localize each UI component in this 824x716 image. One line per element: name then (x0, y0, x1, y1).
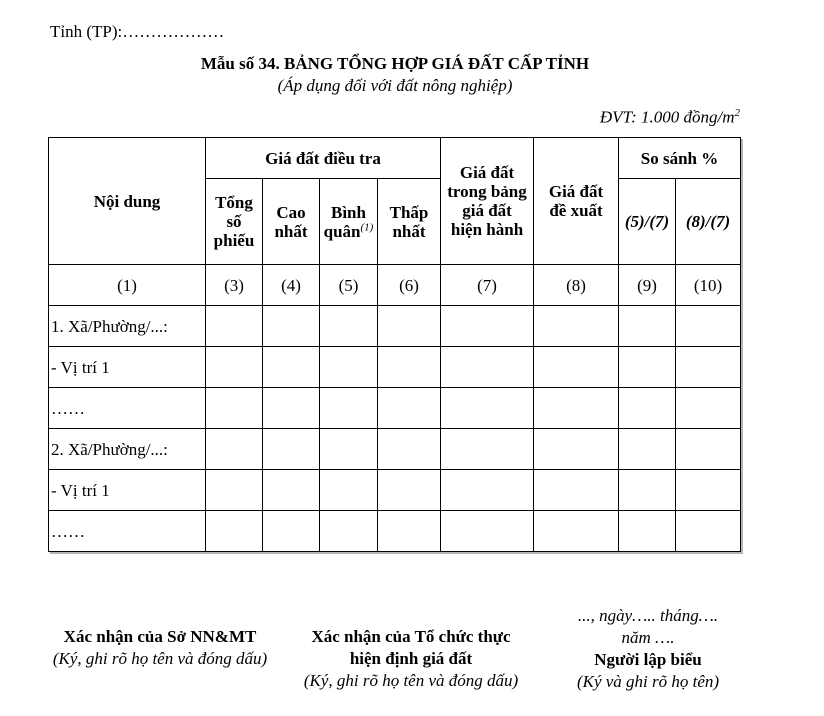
table-cell[interactable] (378, 429, 441, 470)
header-current-line2: trong bảng (447, 182, 527, 201)
column-number: (4) (263, 265, 320, 306)
table-row (49, 306, 741, 347)
table-cell[interactable] (378, 306, 441, 347)
column-number: (10) (676, 265, 741, 306)
table-cell[interactable] (534, 470, 619, 511)
header-survey-group: Giá đất điều tra (206, 138, 441, 179)
header-average (320, 179, 378, 265)
row-label: - Vị trí 1 (49, 470, 206, 511)
date-line1: ..., ngày….. tháng…. (577, 606, 719, 625)
table-cell[interactable] (619, 511, 676, 552)
column-number: (6) (378, 265, 441, 306)
row-label: 1. Xã/Phường/...: (49, 306, 206, 347)
header-total-forms (206, 179, 263, 265)
table-cell[interactable] (441, 470, 534, 511)
table-cell[interactable] (378, 470, 441, 511)
table-row (49, 347, 741, 388)
header-current-line4: hiện hành (450, 220, 524, 239)
header-max-line1: Cao (276, 202, 306, 222)
unit-text: ĐVT: 1.000 đồng/m (599, 107, 735, 127)
table-cell[interactable] (676, 429, 741, 470)
unit-label (600, 107, 740, 128)
signature-block-preparer (548, 605, 748, 693)
signature-note: (Ký và ghi rõ họ tên) (576, 672, 720, 691)
signature-block-department (48, 626, 272, 670)
column-number: (8) (534, 265, 619, 306)
table-cell[interactable] (378, 347, 441, 388)
table-cell[interactable] (534, 347, 619, 388)
table-cell[interactable] (534, 511, 619, 552)
header-max (263, 179, 320, 265)
signature-title-line2: hiện định giá đất (349, 649, 473, 668)
header-current-price (441, 138, 534, 265)
column-number: (9) (619, 265, 676, 306)
table-cell[interactable] (619, 470, 676, 511)
column-number: (5) (320, 265, 378, 306)
table-cell[interactable] (676, 470, 741, 511)
header-max-line2: nhất (274, 221, 308, 241)
header-total-line3: phiếu (213, 231, 255, 250)
form-subtitle: (Áp dụng đối với đất nông nghiệp) (277, 76, 513, 95)
table-row (49, 470, 741, 511)
table-cell[interactable] (676, 388, 741, 429)
table-cell[interactable] (206, 388, 263, 429)
table-cell[interactable] (676, 347, 741, 388)
row-label: 2. Xã/Phường/...: (49, 429, 206, 470)
column-number: (1) (49, 265, 206, 306)
table-cell[interactable] (378, 388, 441, 429)
table-cell[interactable] (619, 306, 676, 347)
table-cell[interactable] (320, 429, 378, 470)
header-row-1 (49, 138, 741, 179)
signature-title-line1: Xác nhận của Tổ chức thực (311, 627, 511, 646)
table-cell[interactable] (619, 429, 676, 470)
table-cell[interactable] (320, 306, 378, 347)
row-label: …… (49, 388, 206, 429)
table-cell[interactable] (320, 388, 378, 429)
table-cell[interactable] (534, 306, 619, 347)
column-number-row (49, 265, 741, 306)
header-ratio-5-7: (5)/(7) (619, 179, 676, 265)
table-row (49, 511, 741, 552)
header-proposed-price (534, 138, 619, 265)
table-cell[interactable] (206, 470, 263, 511)
table-cell[interactable] (441, 388, 534, 429)
header-content: Nội dung (49, 138, 206, 265)
signature-block-organization (282, 626, 540, 692)
table-cell[interactable] (206, 511, 263, 552)
table-cell[interactable] (206, 347, 263, 388)
header-proposed-line2: đề xuất (549, 201, 603, 220)
table-cell[interactable] (263, 347, 320, 388)
table-cell[interactable] (320, 347, 378, 388)
form-title-text: Mẫu số 34. BẢNG TỔNG HỢP GIÁ ĐẤT CẤP TỈNH (200, 54, 590, 73)
header-total-line2: số (226, 212, 242, 231)
table-cell[interactable] (263, 388, 320, 429)
header-avg-line2: quân (323, 221, 361, 241)
table-cell[interactable] (619, 388, 676, 429)
table-cell[interactable] (619, 347, 676, 388)
table-cell[interactable] (378, 511, 441, 552)
header-min (378, 179, 441, 265)
form-title (0, 54, 790, 74)
row-label: - Vị trí 1 (49, 347, 206, 388)
header-min-line2: nhất (392, 221, 426, 241)
table-cell[interactable] (263, 306, 320, 347)
signature-note: (Ký, ghi rõ họ tên và đóng dấu) (52, 649, 268, 668)
signature-note: (Ký, ghi rõ họ tên và đóng dấu) (303, 671, 519, 690)
table-cell[interactable] (441, 347, 534, 388)
date-line2: năm …. (621, 628, 675, 647)
header-current-line1: Giá đất (459, 163, 515, 182)
table-cell[interactable] (263, 511, 320, 552)
header-total-line1: Tổng (215, 193, 253, 212)
header-proposed-line1: Giá đất (548, 182, 604, 201)
table-cell[interactable] (441, 511, 534, 552)
table-cell[interactable] (676, 511, 741, 552)
header-ratio-8-7: (8)/(7) (676, 179, 741, 265)
footnote-marker: (1) (360, 220, 374, 233)
table-cell[interactable] (320, 470, 378, 511)
table-cell[interactable] (206, 306, 263, 347)
signature-title: Người lập biểu (594, 650, 702, 669)
table-cell[interactable] (534, 429, 619, 470)
table-row (49, 388, 741, 429)
table-cell[interactable] (206, 429, 263, 470)
signature-title: Xác nhận của Sở NN&MT (63, 627, 257, 646)
province-label: Tỉnh (TP):……………… (50, 22, 225, 41)
table-cell[interactable] (320, 511, 378, 552)
row-label: …… (49, 511, 206, 552)
table-cell[interactable] (441, 306, 534, 347)
table-cell[interactable] (441, 429, 534, 470)
header-current-line3: giá đất (462, 201, 512, 220)
table-cell[interactable] (263, 429, 320, 470)
table-cell[interactable] (676, 306, 741, 347)
column-number: (7) (441, 265, 534, 306)
unit-superscript: 2 (734, 107, 740, 119)
header-avg-line1: Bình (331, 202, 366, 222)
column-number: (3) (206, 265, 263, 306)
header-compare-group: So sánh % (619, 138, 741, 179)
header-min-line1: Thấp (389, 202, 429, 222)
table-cell[interactable] (263, 470, 320, 511)
price-summary-table (48, 137, 741, 552)
table-row (49, 429, 741, 470)
table-cell[interactable] (534, 388, 619, 429)
